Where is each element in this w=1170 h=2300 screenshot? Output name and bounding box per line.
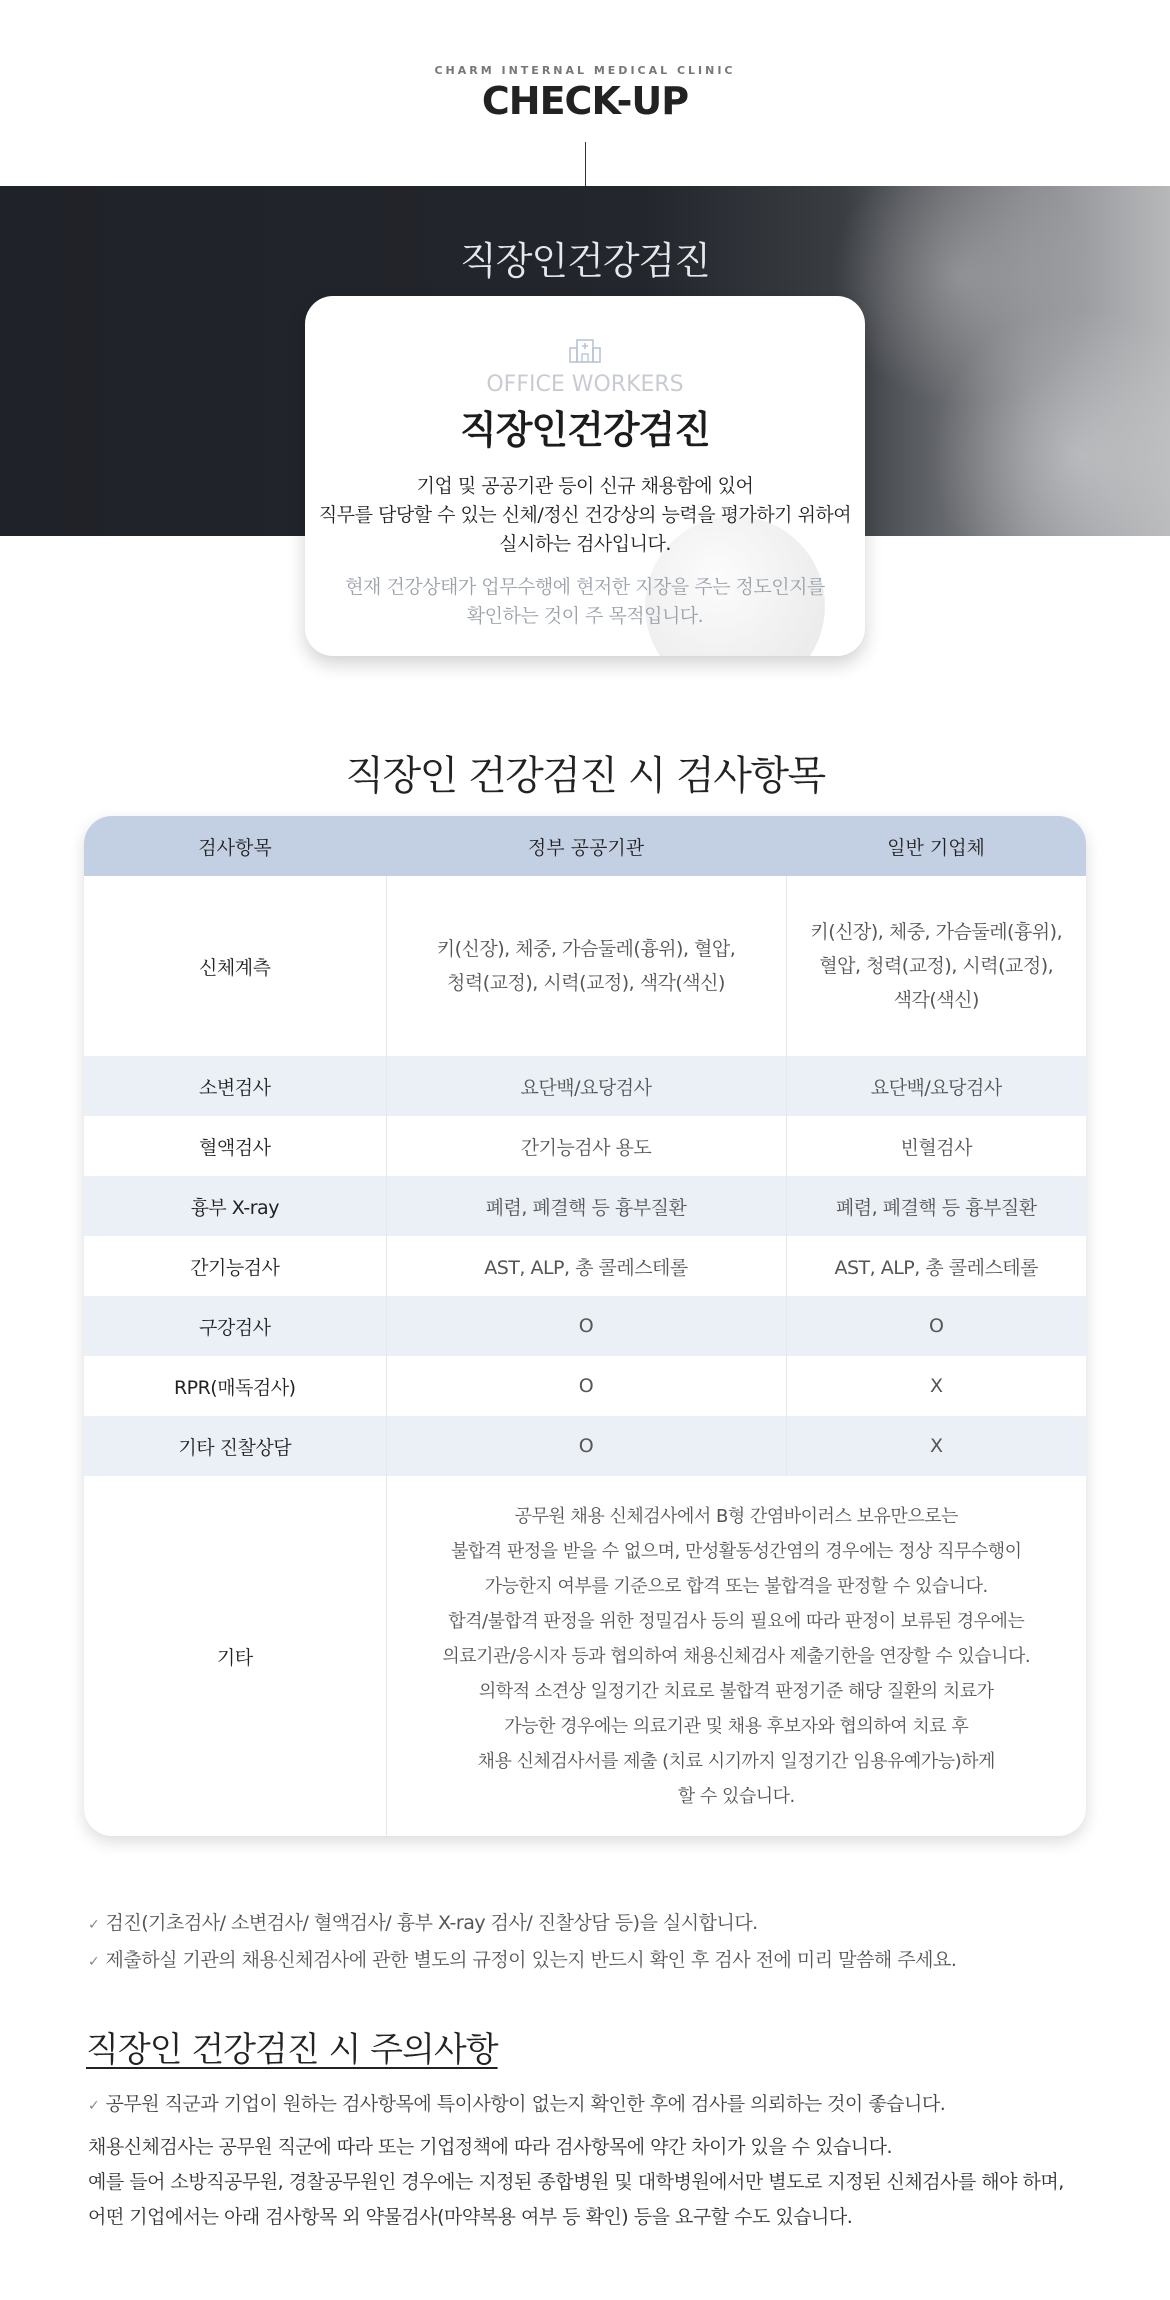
row-item: 혈액검사 — [199, 1136, 271, 1159]
caution-title: 직장인 건강검진 시 주의사항 — [86, 2030, 498, 2070]
row-corp: AST, ALP, 총 콜레스테롤 — [786, 1236, 1086, 1296]
intro-card — [305, 296, 865, 656]
table-row-etc — [84, 1476, 1086, 1836]
table-header-row — [84, 816, 1086, 876]
vertical-divider — [585, 142, 586, 186]
header-item: 검사항목 — [84, 816, 386, 876]
card-description: 기업 및 공공기관 등이 신규 채용함에 있어 직무를 담당할 수 있는 신체/정신 건강상의 능력을 평가하기 위하여 실시하는 검사입니다. — [318, 475, 852, 555]
table-row — [84, 1416, 1086, 1476]
card-note: 현재 건강상태가 업무수행에 현저한 지장을 주는 정도인지를 확인하는 것이 주 목적입니다. — [345, 576, 825, 627]
section-title: 직장인 건강검진 시 검사항목 — [345, 753, 825, 799]
etc-description: 공무원 채용 신체검사에서 B형 간염바이러스 보유만으로는 불합격 판정을 받을 수 없으며, 만성활동성간염의 경우에는 정상 직무수행이 가능한지 여부를 기준으로 합격 또는 불합격을 판정할 수 있습니다. 합격/불합격 판정을 위한 정밀검사 등의 필요에 따라 판정이 보류된 경우에는 의료기관/응시자 등과 협의하여 채용신체검사 제출기한을 연장할 수 있습니다. 의학적 소견상 일정기간 치료로 불합격 판정기준 해당 질환의 치료가 가능한 경우에는 의료기관 및 채용 후보자와 협의하여 치료 후 채용 신체검사서를 제출 (치료 시기까지 일정기간 임용유예가능)하게 할 수 있습니다. — [386, 1476, 1086, 1836]
row-corp: O — [786, 1296, 1086, 1356]
hero-title: 직장인건강검진 — [460, 239, 710, 283]
row-gov: 요단백/요당검사 — [386, 1056, 786, 1116]
row-item: 흉부 X-ray — [84, 1176, 386, 1236]
row-item: 기타 — [216, 1646, 253, 1669]
check-icon: ✓ — [88, 1954, 100, 1970]
table-row — [84, 1356, 1086, 1416]
card-en-label: OFFICE WORKERS — [486, 372, 684, 397]
caution-body: 채용신체검사는 공무원 직군에 따라 또는 기업정책에 따라 검사항목에 약간 차이가 있을 수 있습니다. 예를 들어 소방직공무원, 경찰공무원인 경우에는 지정된 종합병원 및 대학병원에서만 별도로 지정된 신체검사를 해야 하며, 어떤 기업에서는 아래 검사항목 외 약물검사(마약복용 여부 등 확인) 등을 요구할 수도 있습니다. — [88, 2136, 1064, 2228]
brand-subtitle: CHARM INTERNAL MEDICAL CLINIC — [434, 64, 736, 77]
list-item: ✓ 공무원 직군과 기업이 원하는 검사항목에 특이사항이 없는지 확인한 후에 검사를 의뢰하는 것이 좋습니다. — [88, 2087, 1064, 2124]
row-gov: 키(신장), 체중, 가슴둘레(흉위), 혈압, 청력(교정), 시력(교정), 색각(색신) — [386, 876, 786, 1056]
table-row — [84, 1236, 1086, 1296]
row-corp: 빈혈검사 — [786, 1116, 1086, 1176]
row-corp: 키(신장), 체중, 가슴둘레(흉위), 혈압, 청력(교정), 시력(교정), 색각(색신) — [786, 876, 1086, 1056]
row-item: 신체계측 — [199, 956, 271, 979]
row-corp: 폐렴, 폐결핵 등 흉부질환 — [786, 1176, 1086, 1236]
row-corp: X — [786, 1416, 1086, 1476]
list-item: ✓ 제출하실 기관의 채용신체검사에 관한 별도의 규정이 있는지 반드시 확인 후 검사 전에 미리 말씀해 주세요. — [88, 1943, 956, 1980]
notes-list — [88, 1906, 956, 1980]
row-gov: AST, ALP, 총 콜레스테롤 — [386, 1236, 786, 1296]
row-item: 구강검사 — [84, 1296, 386, 1356]
table-row — [84, 876, 1086, 1056]
exam-items-table — [84, 816, 1086, 1836]
row-item: 기타 진찰상담 — [84, 1416, 386, 1476]
check-icon: ✓ — [88, 2098, 100, 2114]
table-row — [84, 1296, 1086, 1356]
header-corp: 일반 기업체 — [786, 816, 1086, 876]
row-gov: O — [386, 1416, 786, 1476]
row-item: 소변검사 — [84, 1056, 386, 1116]
row-gov: O — [386, 1296, 786, 1356]
row-gov: 간기능검사 용도 — [386, 1116, 786, 1176]
hospital-icon — [568, 334, 602, 364]
table-row — [84, 1176, 1086, 1236]
list-item: ✓ 검진(기초검사/ 소변검사/ 혈액검사/ 흉부 X-ray 검사/ 진찰상담 등)을 실시합니다. — [88, 1906, 956, 1943]
row-corp: 요단백/요당검사 — [786, 1056, 1086, 1116]
table-row — [84, 1116, 1086, 1176]
card-title: 직장인건강검진 — [460, 408, 710, 452]
caution-section — [88, 2087, 1064, 2235]
row-item: 간기능검사 — [190, 1256, 280, 1279]
table-row — [84, 1056, 1086, 1116]
row-corp: X — [786, 1356, 1086, 1416]
check-icon: ✓ — [88, 1917, 100, 1933]
row-gov: O — [386, 1356, 786, 1416]
brand-title: CHECK-UP — [481, 79, 689, 123]
row-gov: 폐렴, 폐결핵 등 흉부질환 — [386, 1176, 786, 1236]
header-gov: 정부 공공기관 — [386, 816, 786, 876]
row-item: RPR(매독검사) — [173, 1376, 296, 1399]
brand-header — [0, 64, 1170, 123]
